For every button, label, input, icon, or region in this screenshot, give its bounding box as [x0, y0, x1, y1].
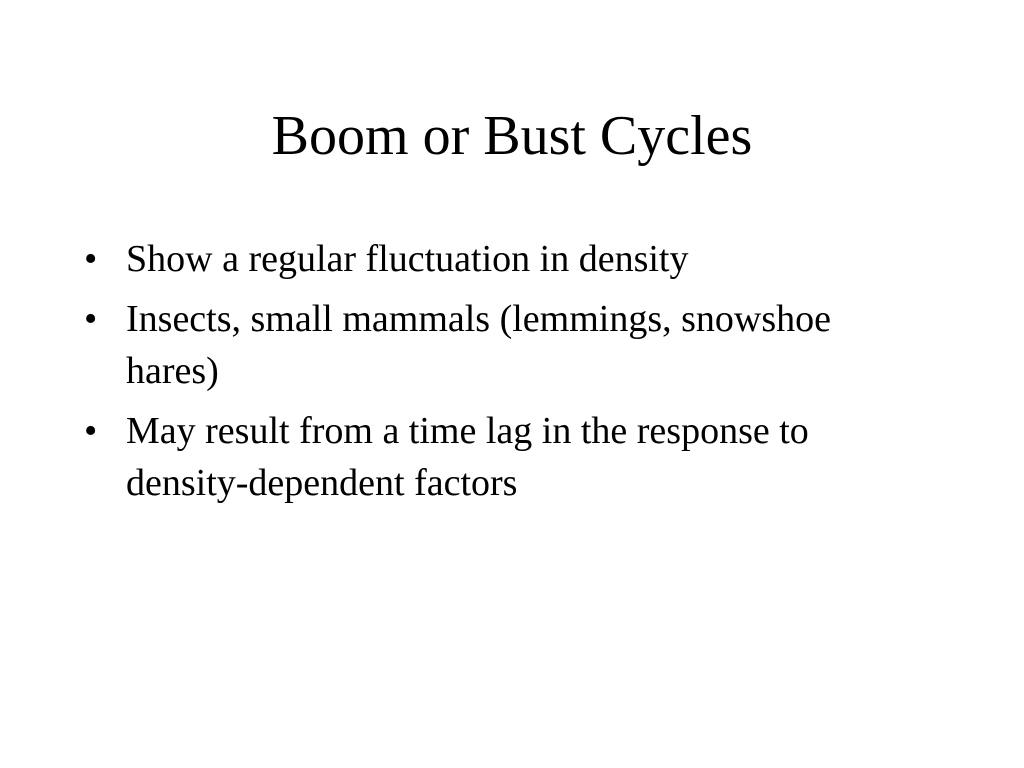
bullet-item — [84, 293, 924, 397]
bullet-text: Show a regular fluctuation in density — [126, 238, 689, 280]
bullet-item — [84, 405, 924, 509]
bullet-item — [84, 233, 924, 285]
bullet-text: May result from a time lag in the response to density-dependent factors — [126, 410, 809, 504]
slide-title: Boom or Bust Cycles — [271, 105, 753, 167]
bullet-list — [84, 233, 924, 517]
bullet-dot-icon: • — [84, 298, 98, 340]
bullet-text: Insects, small mammals (lemmings, snowshoe hares) — [126, 298, 832, 392]
bullet-dot-icon: • — [84, 410, 98, 452]
bullet-dot-icon: • — [84, 238, 98, 280]
